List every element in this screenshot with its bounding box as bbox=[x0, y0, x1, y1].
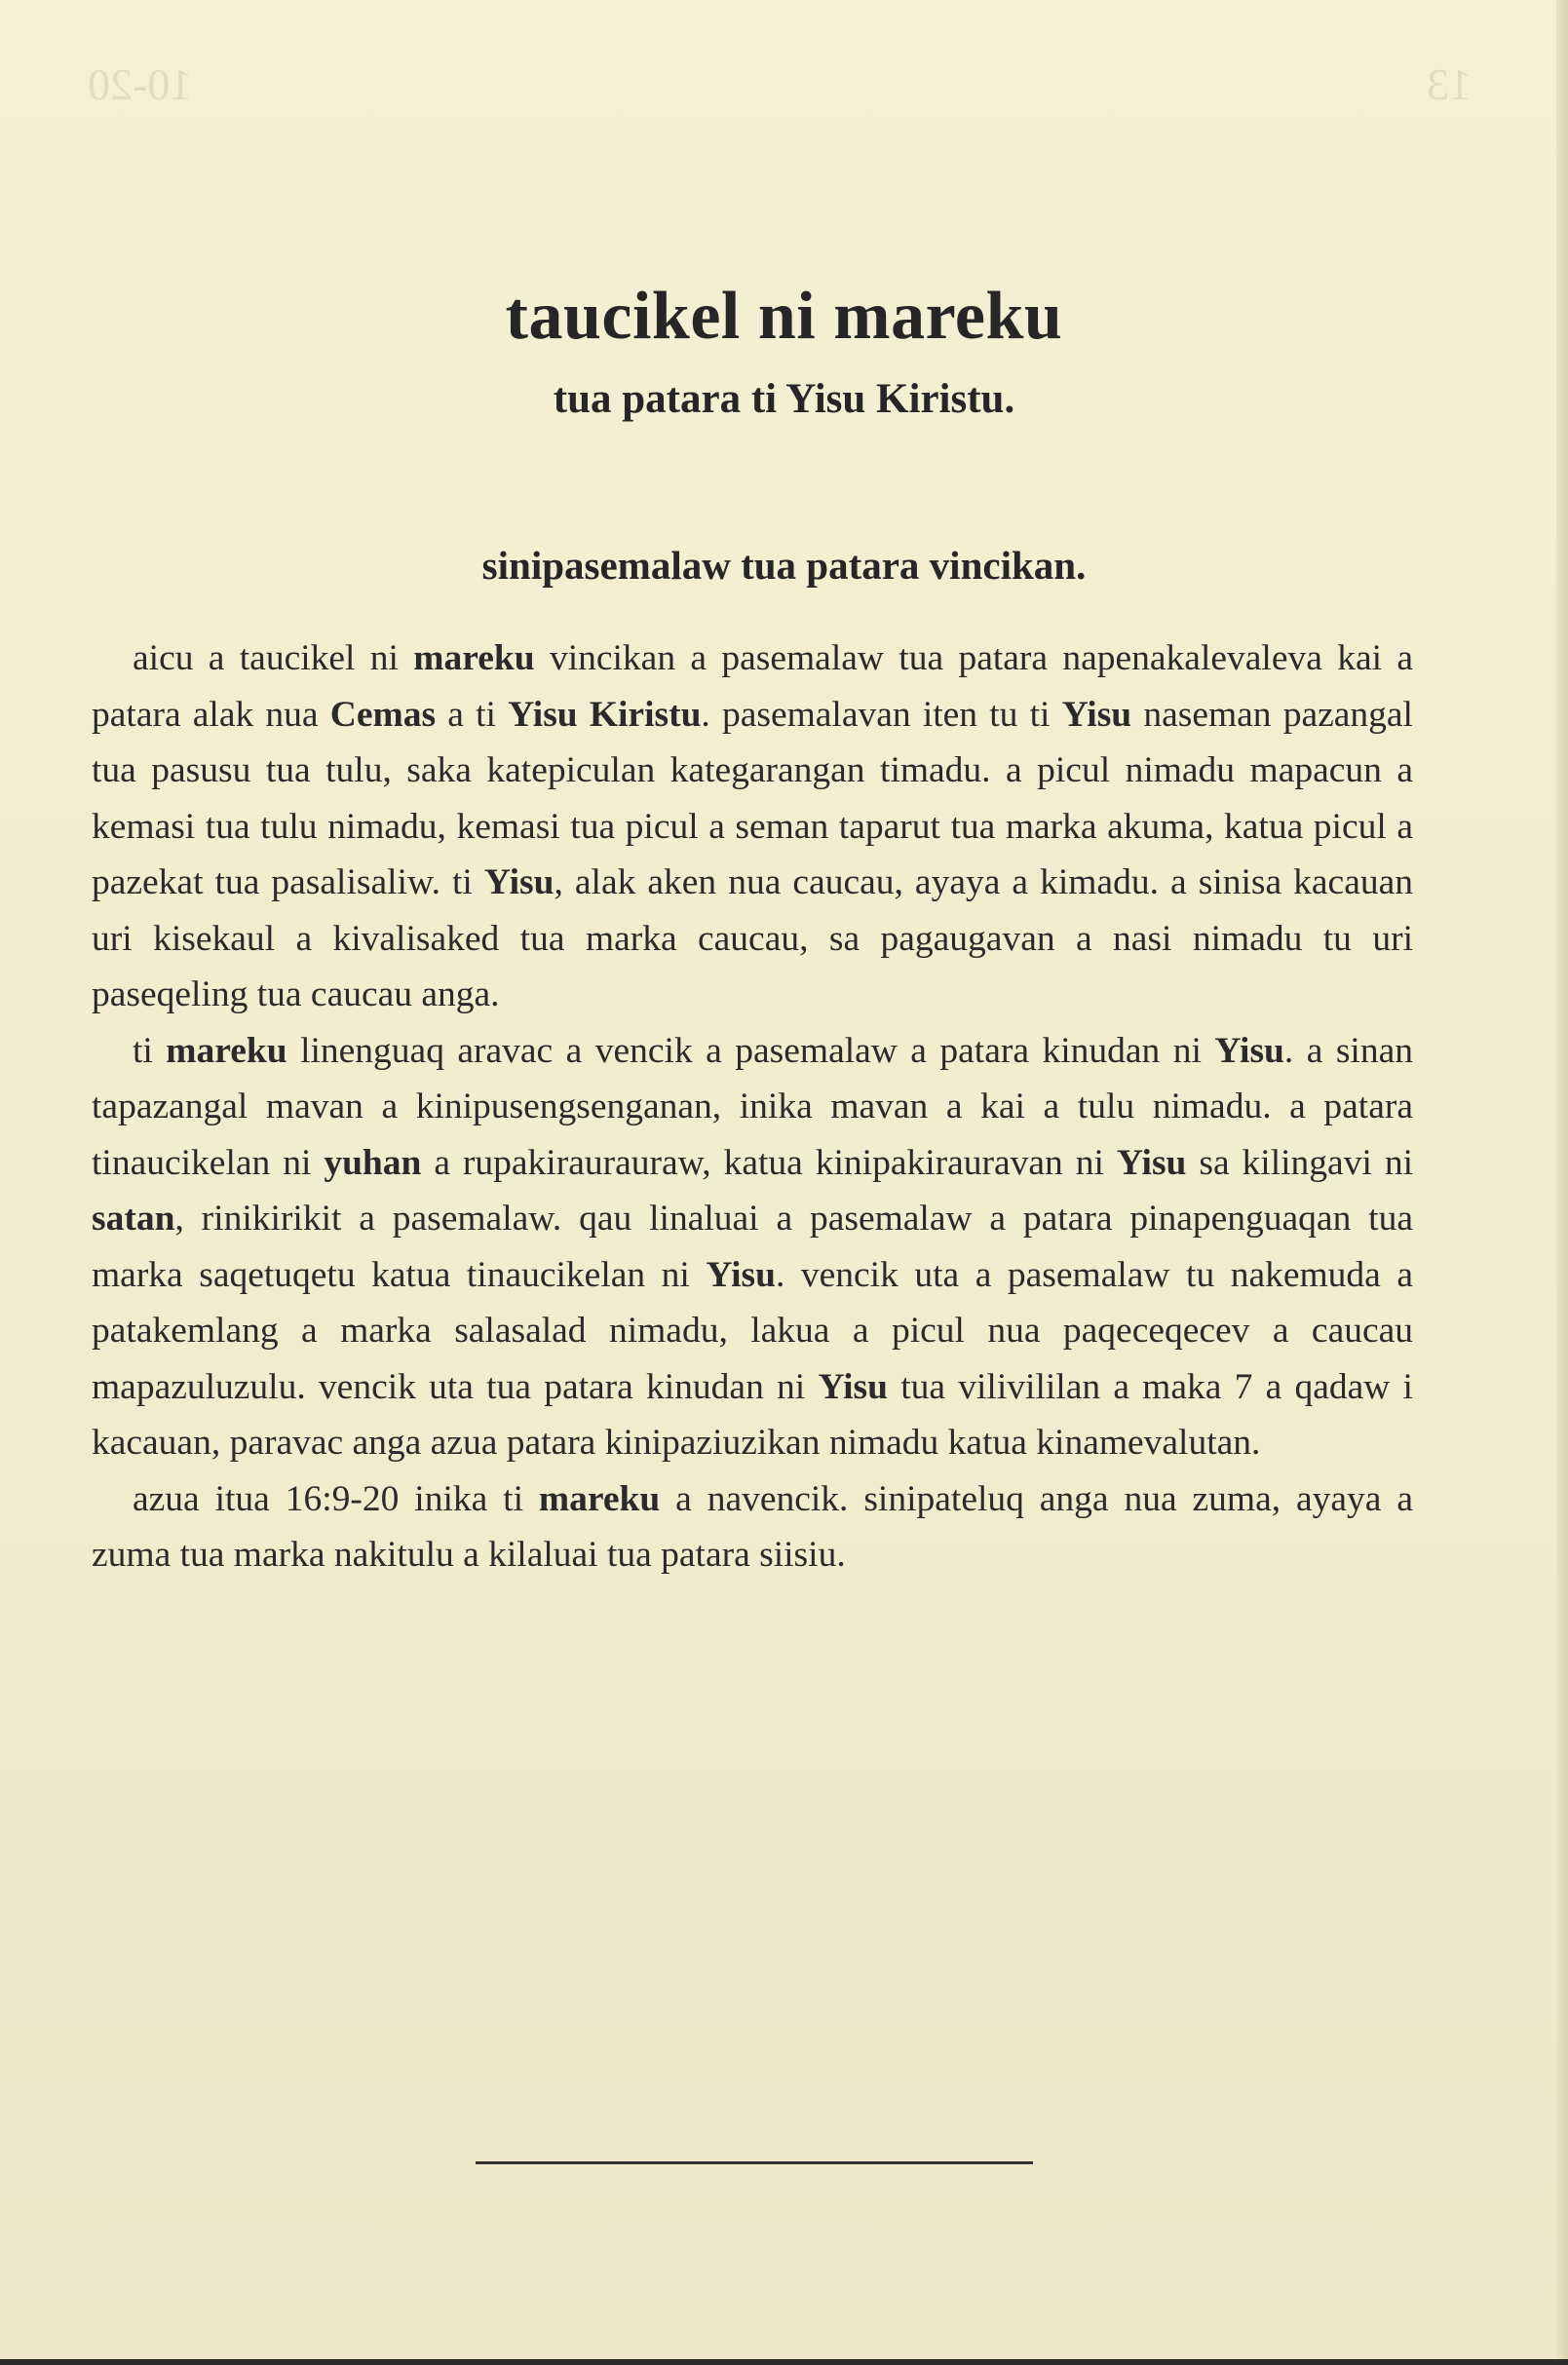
page-bottom-edge bbox=[0, 2359, 1568, 2365]
section-divider bbox=[476, 2161, 1033, 2164]
bold-term: Yisu bbox=[1061, 694, 1132, 735]
text-run: . pasemalavan iten tu ti bbox=[701, 694, 1062, 735]
body-paragraph bbox=[92, 630, 1413, 1023]
bold-term: Yisu bbox=[1214, 1030, 1284, 1071]
text-run: a ti bbox=[436, 694, 509, 735]
text-run: a navencik. sinipateluq anga nua zuma, ayaya a zuma tua marka nakitulu a kilaluai tua patara siisiu. bbox=[92, 1478, 1413, 1575]
bold-term: Yisu bbox=[818, 1366, 888, 1407]
body-text bbox=[92, 630, 1413, 1583]
text-run: a rupakiraurauraw, katua kinipakirauravan ni bbox=[421, 1142, 1117, 1183]
bold-term: Yisu bbox=[706, 1254, 776, 1295]
bold-term: yuhan bbox=[324, 1142, 422, 1183]
bold-term: satan bbox=[92, 1199, 175, 1239]
text-run: ti bbox=[133, 1030, 167, 1071]
page-subtitle: tua patara ti Yisu Kiristu. bbox=[553, 376, 1015, 422]
page-edge bbox=[1556, 0, 1568, 2365]
bold-term: Cemas bbox=[329, 694, 437, 735]
text-run: , rinikirikit a pasemalaw. qau linaluai a pasemalaw a patara pinapenguaqan tua marka saqetuqetu katua tinaucikelan ni bbox=[92, 1199, 1413, 1295]
bold-term: Yisu Kiristu bbox=[508, 694, 702, 735]
text-run: azua itua 16:9-20 inika ti bbox=[133, 1478, 539, 1519]
body-paragraph bbox=[92, 1471, 1413, 1583]
text-run: , alak aken nua caucau, ayaya a kimadu. a sinisa kacauan uri kisekaul a kivalisaked tua marka caucau, sa pagaugavan a nasi nimadu tu uri paseqeling tua caucau anga. bbox=[92, 862, 1413, 1014]
text-run: . a sinan tapazangal mavan a kinipusengsenganan, inika mavan a kai a tulu nimadu. a patara tinaucikelan ni bbox=[92, 1030, 1413, 1183]
section-heading: sinipasemalaw tua patara vincikan. bbox=[481, 543, 1087, 588]
text-run: tua vilivililan a maka 7 a qadaw i kacauan, paravac anga azua patara kinipaziuzikan nimadu katua kinamevalutan. bbox=[92, 1366, 1413, 1463]
page-title: taucikel ni mareku bbox=[505, 279, 1063, 354]
show-through-text: 13 10-20 bbox=[88, 59, 1472, 109]
bold-term: mareku bbox=[538, 1478, 661, 1519]
text-run: . vencik uta a pasemalaw tu nakemuda a patakemlang a marka salasalad nimadu, lakua a picul nua paqeceqecev a caucau mapazuluzulu. vencik uta tua patara kinudan ni bbox=[92, 1254, 1414, 1407]
bold-term: mareku bbox=[413, 638, 535, 678]
body-paragraph bbox=[92, 1023, 1413, 1471]
bold-term: mareku bbox=[166, 1030, 287, 1071]
bold-term: Yisu bbox=[483, 862, 555, 902]
text-run: naseman pazangal tua pasusu tua tulu, saka katepiculan kategarangan timadu. a picul nimadu mapacun a kemasi tua tulu nimadu, kemasi tua picul a seman taparut tua marka akuma, katua picul a pazekat tua pasalisaliw. ti bbox=[92, 694, 1413, 902]
text-run: linenguaq aravac a vencik a pasemalaw a patara kinudan ni bbox=[287, 1030, 1215, 1071]
text-run: vincikan a pasemalaw tua patara napenakalevaleva kai a patara alak nua bbox=[92, 638, 1413, 735]
bold-term: Yisu bbox=[1116, 1142, 1187, 1183]
text-run: sa kilingavi ni bbox=[1186, 1142, 1413, 1183]
text-run: aicu a taucikel ni bbox=[133, 638, 414, 678]
